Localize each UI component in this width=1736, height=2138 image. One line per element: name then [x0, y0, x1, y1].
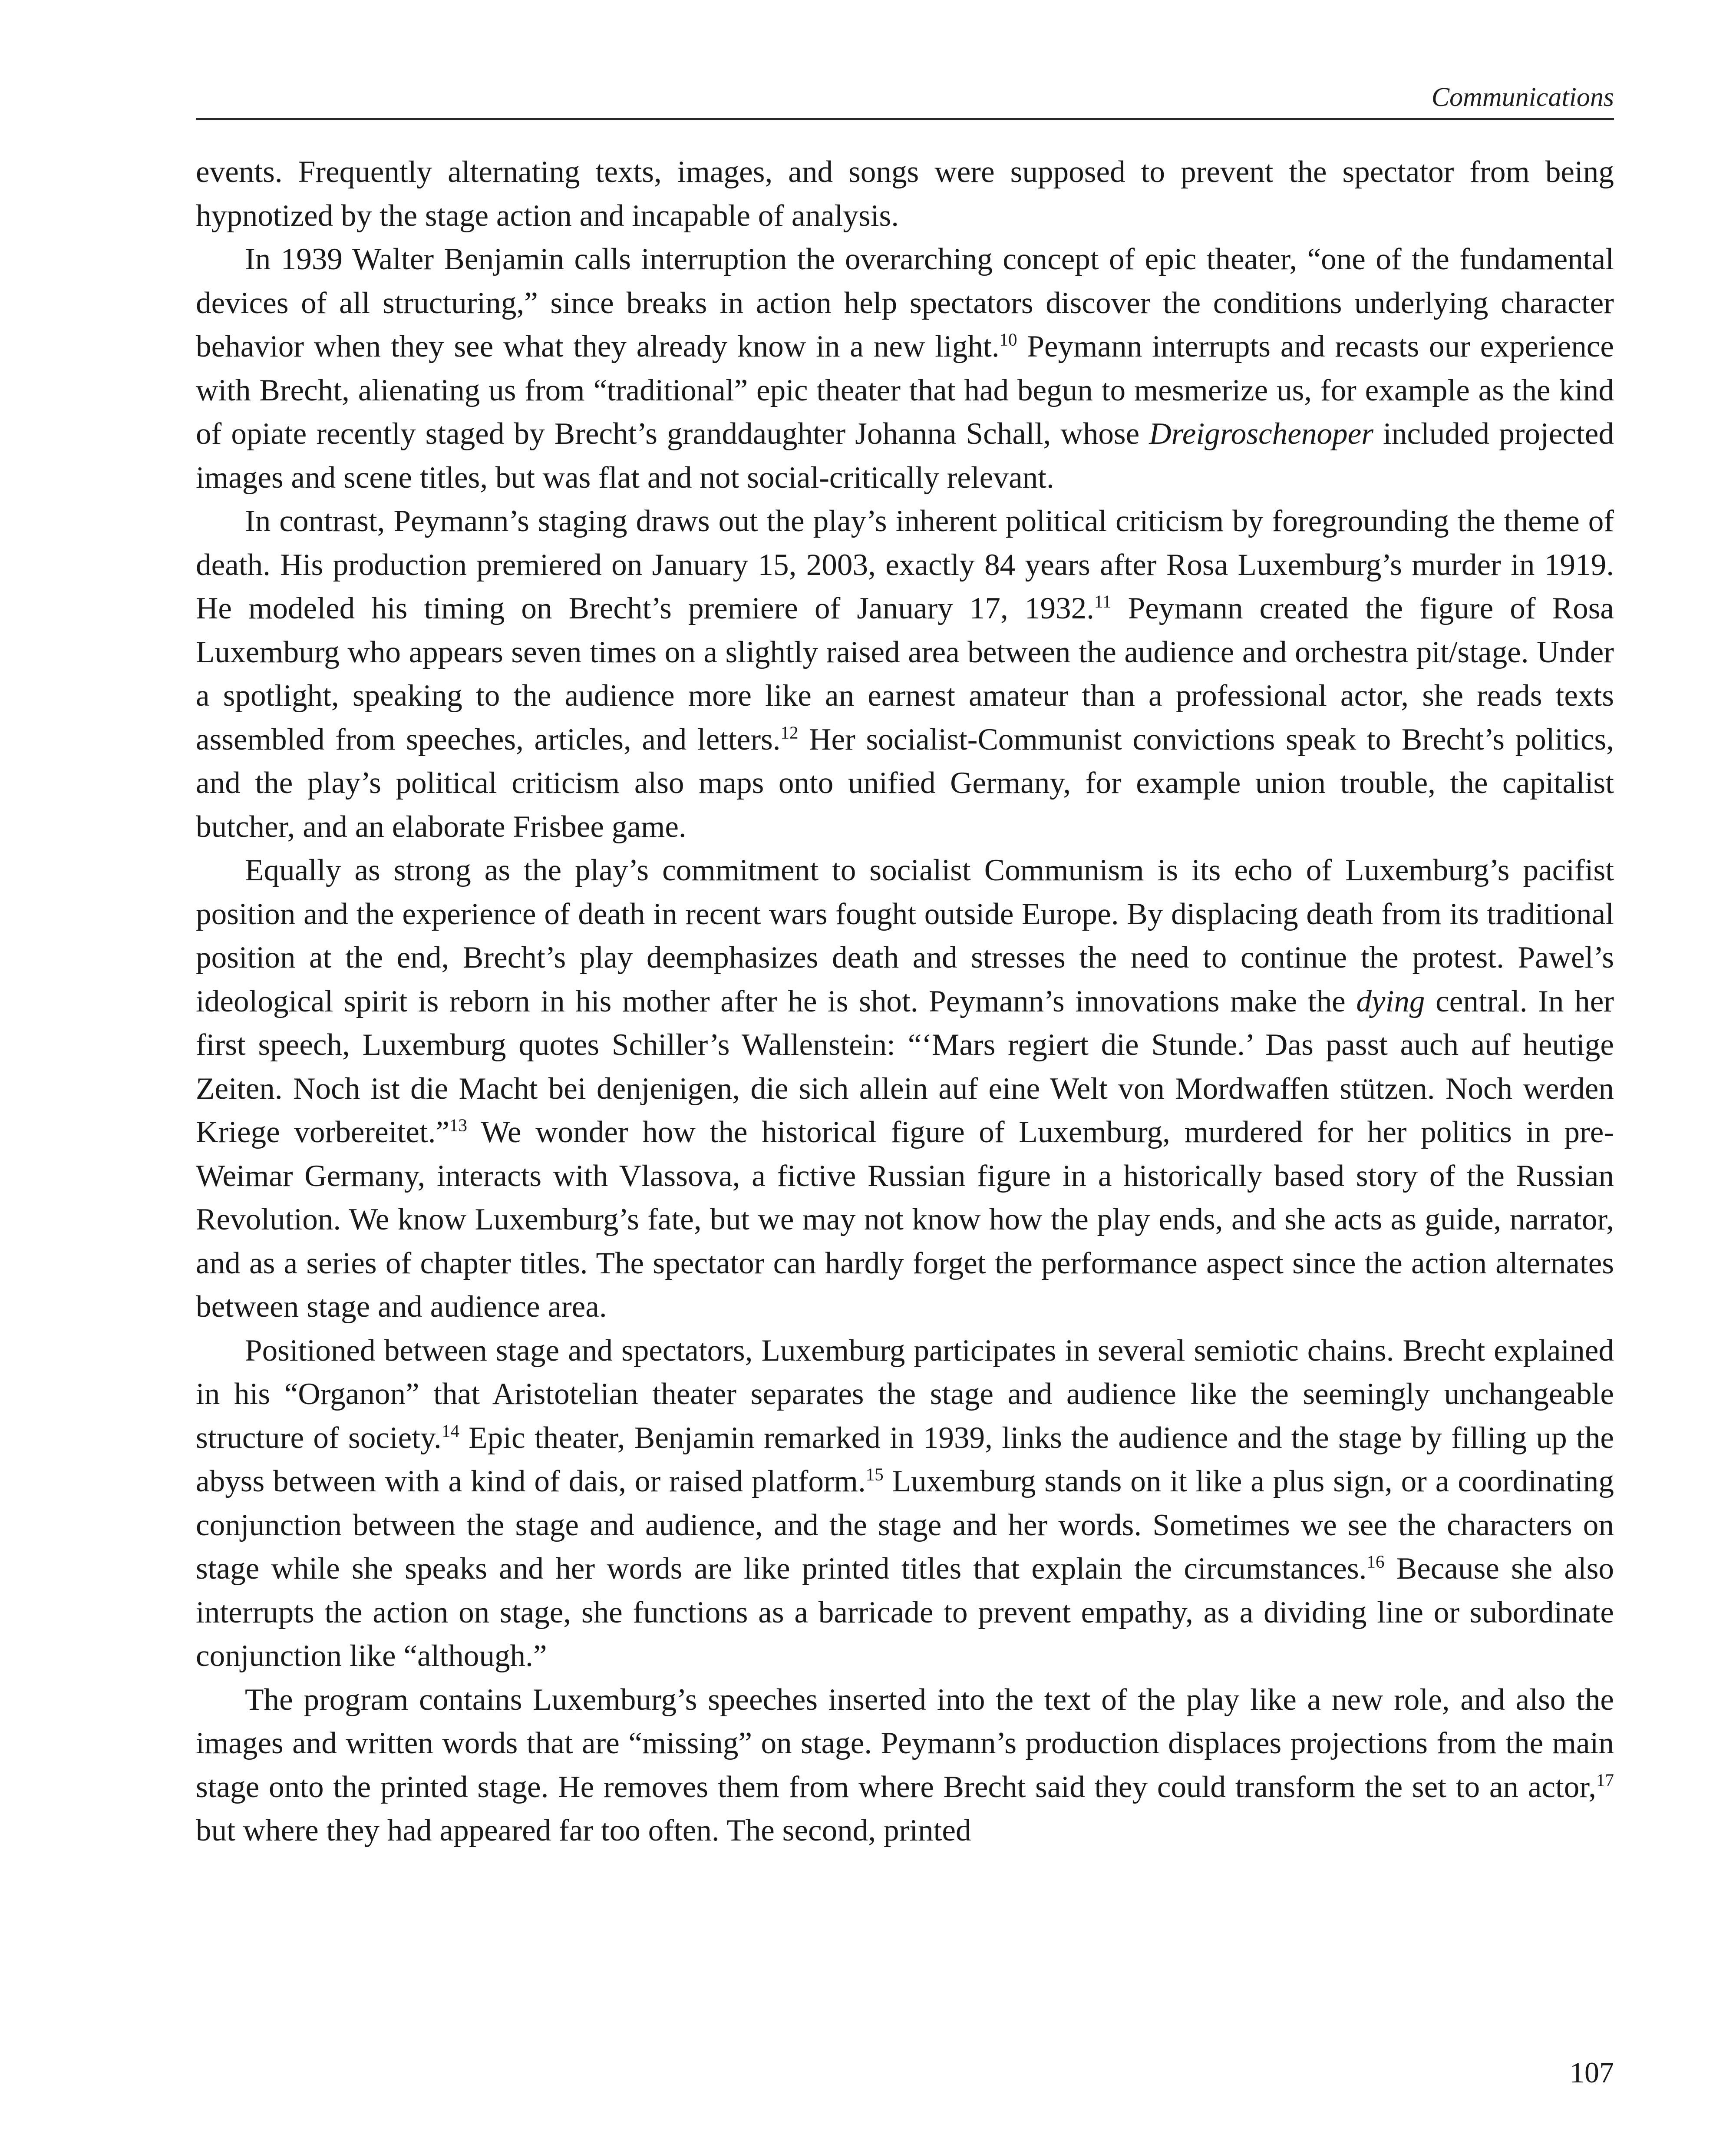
- text-run: In contrast, Peymann’s staging draws out the play’s inherent political criticism by foregrounding the theme of death. His production premiered on January 15, 2003, exactly 84 years after Rosa Luxemburg’s murder in 1919. He modeled his timing on Brecht’s premiere of January 17, 1932.: [196, 504, 1614, 625]
- footnote-ref: 14: [441, 1421, 459, 1441]
- paragraph: [196, 150, 1614, 238]
- running-head: Communications: [1431, 83, 1614, 112]
- paragraph: [196, 238, 1614, 499]
- text-run: Positioned between stage and spectators, Luxemburg participates in several semiotic chains. Brecht explained in his “Organon” that Aristotelian theater separates the stage and audience like the seemingly unchangeable structure of society.: [196, 1333, 1614, 1455]
- paragraph: [196, 1329, 1614, 1678]
- page-number: 107: [1570, 2056, 1614, 2089]
- italic-text: dying: [1356, 984, 1425, 1018]
- text-run: central. In her first speech, Luxemburg quotes Schiller’s Wallenstein: “‘Mars regiert die Stunde.’ Das passt auch auf heutige Zeiten. Noch ist die Macht bei denjenigen, die sich allein auf eine Welt von Mordwaffen stützen. Noch werden Kriege vorbereitet.”: [196, 984, 1614, 1149]
- paragraph: [196, 499, 1614, 849]
- text-run: Peymann created the figure of Rosa Luxemburg who appears seven times on a slightly raised area between the audience and orchestra pit/stage. Under a spotlight, speaking to the audience more like an earnest amateur than a professional actor, she reads texts assembled from speeches, articles, and letters.: [196, 592, 1614, 757]
- footnote-ref: 12: [780, 722, 799, 743]
- text-run: Luxemburg stands on it like a plus sign, or a coordinating conjunction between the stage and audience, and the stage and her words. Sometimes we see the characters on stage while she speaks and her words are like printed titles that explain the circumstances.: [196, 1464, 1614, 1586]
- footnote-ref: 13: [449, 1115, 468, 1135]
- text-run: included projected images and scene titles, but was flat and not social-critically relevant.: [196, 417, 1614, 495]
- paragraph: [196, 1678, 1614, 1853]
- footnote-ref: 10: [999, 329, 1017, 350]
- text-run: Equally as strong as the play’s commitment to socialist Communism is its echo of Luxemburg’s pacifist position and the experience of death in recent wars fought outside Europe. By displacing death from its traditional position at the end, Brecht’s play deemphasizes death and stresses the need to continue the protest. Pawel’s ideological spirit is reborn in his mother after he is shot. Peymann’s innovations make the: [196, 853, 1614, 1018]
- italic-text: Dreigroschenoper: [1149, 417, 1373, 451]
- paragraph: [196, 849, 1614, 1329]
- text-run: Because she also interrupts the action on stage, she functions as a barricade to prevent empathy, as a dividing line or subordinate conjunction like “although.”: [196, 1552, 1614, 1673]
- footnote-ref: 17: [1596, 1770, 1614, 1790]
- footnote-ref: 15: [865, 1464, 884, 1484]
- body-text: [196, 150, 1614, 1853]
- text-run: but where they had appeared far too often. The second, printed: [196, 1814, 971, 1847]
- text-run: Peymann interrupts and recasts our experience with Brecht, alienating us from “traditional” epic theater that had begun to mesmerize us, for example as the kind of opiate recently staged by Brecht’s granddaughter Johanna Schall, whose: [196, 330, 1614, 451]
- text-run: We wonder how the historical figure of Luxemburg, murdered for her politics in pre-Weimar Germany, interacts with Vlassova, a fictive Russian figure in a historically based story of the Russian Revolution. We know Luxemburg’s fate, but we may not know how the play ends, and she acts as guide, narrator, and as a series of chapter titles. The spectator can hardly forget the performance aspect since the action alternates between stage and audience area.: [196, 1115, 1614, 1324]
- text-run: The program contains Luxemburg’s speeches inserted into the text of the play like a new role, and also the images and written words that are “missing” on stage. Peymann’s production displaces projections from the main stage onto the printed stage. He removes them from where Brecht said they could transform the set to an actor,: [196, 1682, 1614, 1804]
- footnote-ref: 16: [1366, 1551, 1385, 1572]
- text-run: Her socialist-Communist convictions speak to Brecht’s politics, and the play’s political criticism also maps onto unified Germany, for example union trouble, the capitalist butcher, and an elaborate Frisbee game.: [196, 722, 1614, 844]
- text-run: Epic theater, Benjamin remarked in 1939, links the audience and the stage by filling up the abyss between with a kind of dais, or raised platform.: [196, 1421, 1614, 1498]
- footnote-ref: 11: [1094, 591, 1112, 611]
- header-rule: [196, 118, 1614, 120]
- text-run: In 1939 Walter Benjamin calls interruption the overarching concept of epic theater, “one of the fundamental devices of all structuring,” since breaks in action help spectators discover the conditions underlying character behavior when they see what they already know in a new light.: [196, 242, 1614, 363]
- text-run: events. Frequently alternating texts, images, and songs were supposed to prevent the spectator from being hypnotized by the stage action and incapable of analysis.: [196, 155, 1614, 233]
